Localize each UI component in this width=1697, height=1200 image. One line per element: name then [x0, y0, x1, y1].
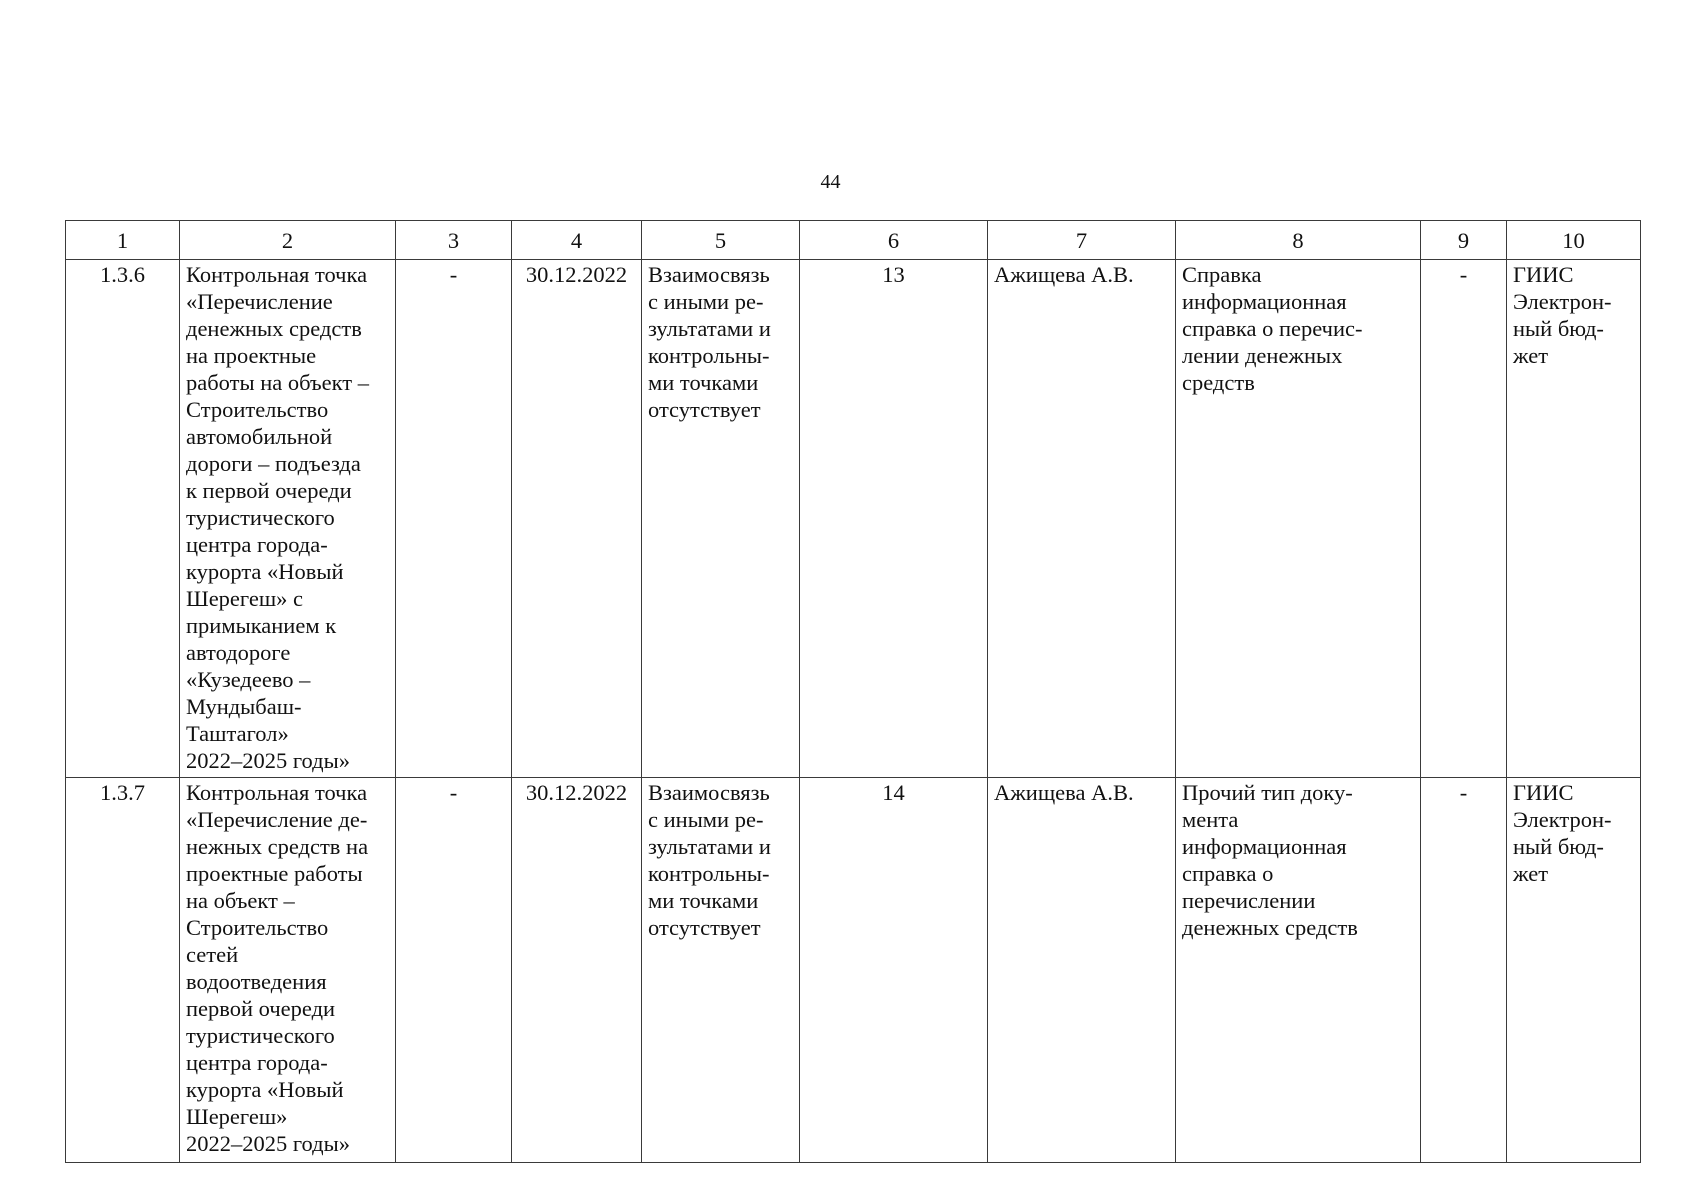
column-header: 1	[66, 221, 180, 260]
cell-col3: -	[396, 778, 512, 1163]
table-row	[66, 260, 1641, 778]
column-header: 7	[988, 221, 1176, 260]
cell-responsible: Ажищева А.В.	[988, 778, 1176, 1163]
table-header-row	[66, 221, 1641, 260]
column-header: 5	[642, 221, 800, 260]
cell-relation: Взаимосвязь с иными ре- зультатами и контрольны- ми точками отсутствует	[642, 260, 800, 778]
cell-col6: 13	[800, 260, 988, 778]
cell-name: Контрольная точка «Перечисление денежных средств на проектные работы на объект – Строительство автомобильной дороги – подъезда к первой очереди туристического центра города- курорта «Новый Шерегеш» с примыканием к автодороге «Кузедеево – Мундыбаш- Таштагол» 2022–2025 годы»	[180, 260, 396, 778]
table-row	[66, 778, 1641, 1163]
cell-number: 1.3.6	[66, 260, 180, 778]
cell-col6: 14	[800, 778, 988, 1163]
cell-date: 30.12.2022	[512, 260, 642, 778]
control-points-table	[65, 220, 1641, 1163]
cell-relation: Взаимосвязь с иными ре- зультатами и контрольны- ми точками отсутствует	[642, 778, 800, 1163]
cell-date: 30.12.2022	[512, 778, 642, 1163]
cell-document: Справка информационная справка о перечис- лении денежных средств	[1176, 260, 1421, 778]
column-header: 3	[396, 221, 512, 260]
column-header: 4	[512, 221, 642, 260]
cell-document: Прочий тип доку- мента информационная справка о перечислении денежных средств	[1176, 778, 1421, 1163]
cell-system: ГИИС Электрон- ный бюд- жет	[1507, 778, 1641, 1163]
cell-system: ГИИС Электрон- ный бюд- жет	[1507, 260, 1641, 778]
column-header: 8	[1176, 221, 1421, 260]
cell-number: 1.3.7	[66, 778, 180, 1163]
page-number: 44	[820, 171, 841, 193]
column-header: 2	[180, 221, 396, 260]
cell-col3: -	[396, 260, 512, 778]
cell-responsible: Ажищева А.В.	[988, 260, 1176, 778]
column-header: 6	[800, 221, 988, 260]
cell-col9: -	[1421, 778, 1507, 1163]
cell-name: Контрольная точка «Перечисление де- нежных средств на проектные работы на объект – Строительство сетей водоотведения первой очереди туристического центра города- курорта «Новый Шерегеш» 2022–2025 годы»	[180, 778, 396, 1163]
column-header: 9	[1421, 221, 1507, 260]
cell-col9: -	[1421, 260, 1507, 778]
column-header: 10	[1507, 221, 1641, 260]
